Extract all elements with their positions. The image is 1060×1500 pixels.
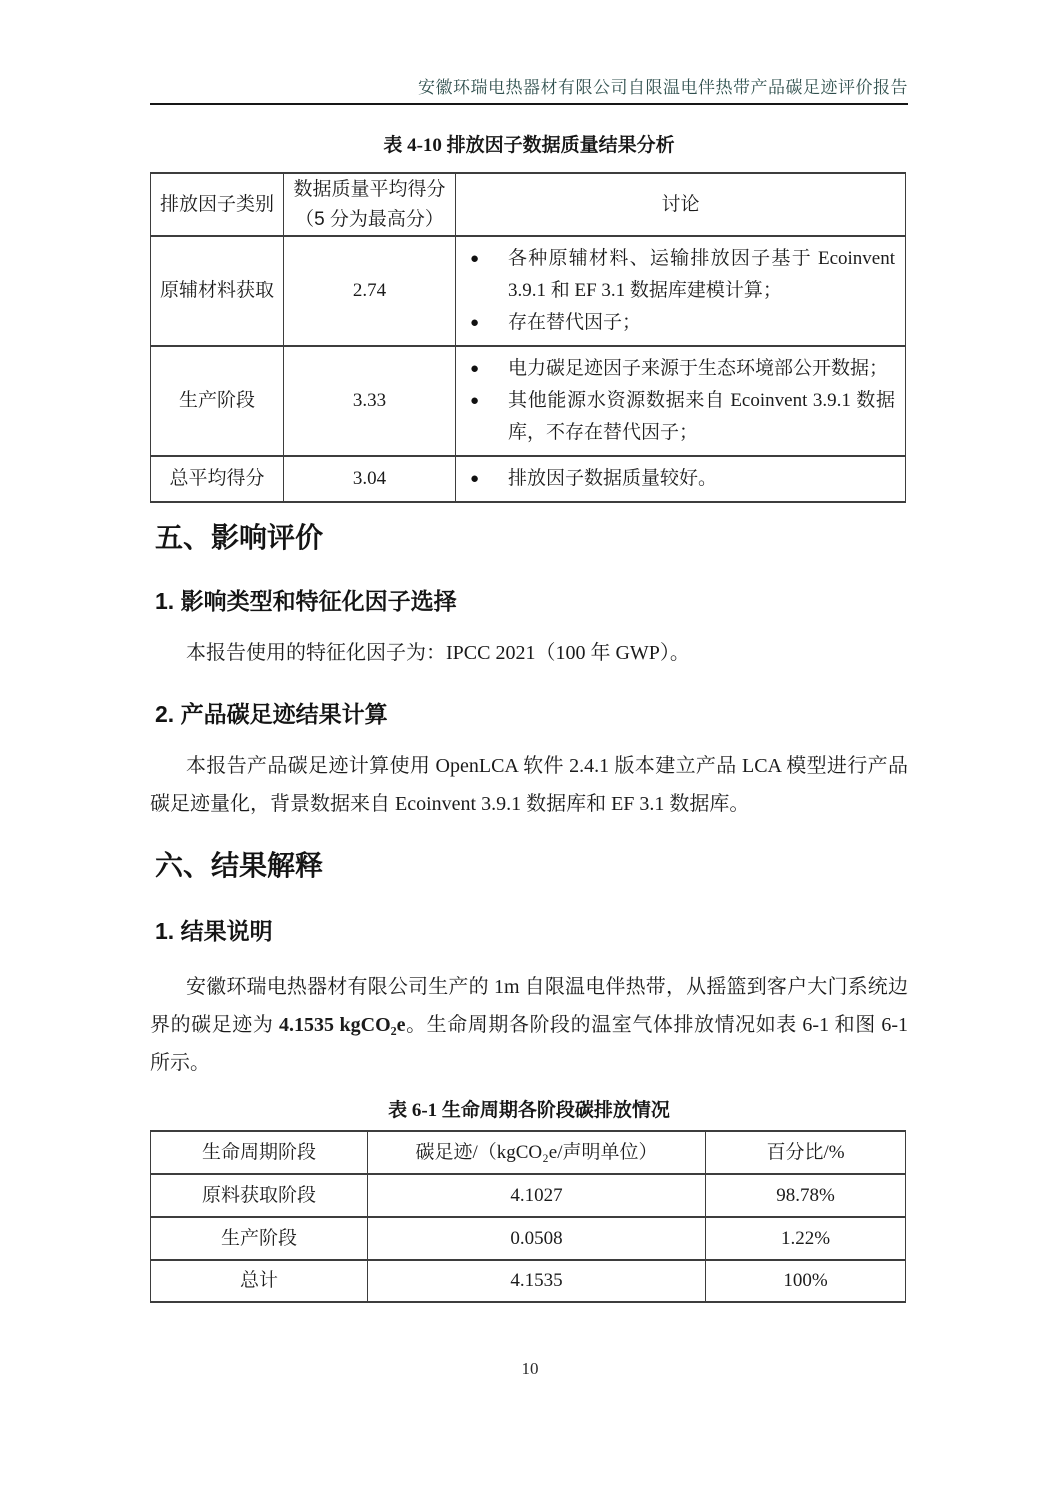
percentage-cell: 1.22% — [706, 1217, 906, 1260]
table-row — [151, 1260, 906, 1302]
bullet-icon — [470, 385, 486, 417]
column-header-quality-score-line1: 数据质量平均得分 — [293, 178, 446, 200]
discussion-bullet-text: 电力碳足迹因子来源于生态环境部公开数据； — [508, 358, 889, 379]
result-summary-prefix: 安徽环瑞电热器材有限公司生产的 1m 自限温电伴热带，从摇篮到客户大门系统边界的碳足迹为 — [150, 976, 908, 1036]
list-item — [470, 307, 895, 339]
factor-category-cell: 原辅材料获取 — [151, 236, 284, 346]
percentage-cell: 98.78% — [706, 1174, 906, 1217]
table-4-10-header-row — [151, 173, 906, 236]
table-6-1-header-row — [151, 1131, 906, 1174]
factor-category-cell: 总平均得分 — [151, 456, 284, 502]
bullet-icon — [470, 307, 486, 339]
list-item — [470, 243, 895, 307]
column-header-quality-score — [284, 173, 456, 236]
column-header-percentage: 百分比/% — [706, 1131, 906, 1174]
table-row — [151, 1217, 906, 1260]
factor-category-cell: 生产阶段 — [151, 346, 284, 456]
table-row — [151, 1174, 906, 1217]
section-5-2-heading: 2. 产品碳足迹结果计算 — [155, 701, 388, 727]
column-header-discussion: 讨论 — [456, 173, 906, 236]
discussion-bullet-text: 其他能源水资源数据来自 Ecoinvent 3.9.1 数据库，不存在替代因子； — [508, 390, 895, 443]
list-item — [470, 353, 895, 385]
total-carbon-footprint-value: 4.1535 kgCO₂e — [278, 1014, 406, 1036]
table-row — [151, 346, 906, 456]
section-5-1-heading: 1. 影响类型和特征化因子选择 — [155, 588, 457, 614]
lifecycle-stage-cell: 原料获取阶段 — [151, 1174, 368, 1217]
percentage-cell: 100% — [706, 1260, 906, 1302]
quality-score-cell: 2.74 — [284, 236, 456, 346]
quality-score-cell: 3.33 — [284, 346, 456, 456]
lifecycle-stage-cell: 生产阶段 — [151, 1217, 368, 1260]
table-row — [151, 456, 906, 502]
discussion-bullet-text: 存在替代因子； — [508, 312, 642, 333]
document-header-title: 安徽环瑞电热器材有限公司自限温电伴热带产品碳足迹评价报告 — [418, 78, 908, 97]
carbon-footprint-cell: 4.1027 — [368, 1174, 706, 1217]
list-item — [470, 463, 895, 495]
result-summary-paragraph — [150, 968, 908, 1082]
characterization-factor-paragraph: 本报告使用的特征化因子为：IPCC 2021（100 年 GWP）。 — [186, 642, 690, 664]
discussion-bullet-text: 排放因子数据质量较好。 — [508, 468, 718, 489]
column-header-quality-score-line2: （5 分为最高分） — [295, 208, 444, 230]
header-divider — [150, 103, 908, 105]
page-number: 10 — [521, 1359, 539, 1378]
discussion-cell — [456, 346, 906, 456]
discussion-cell — [456, 236, 906, 346]
list-item — [470, 385, 895, 449]
column-header-carbon-footprint: 碳足迹/（kgCO₂e/声明单位） — [368, 1131, 706, 1174]
carbon-footprint-cell: 4.1535 — [368, 1260, 706, 1302]
table-6-1-caption: 表 6-1 生命周期各阶段碳排放情况 — [388, 1100, 670, 1121]
section-6-heading: 六、结果解释 — [155, 850, 324, 881]
openlca-paragraph: 本报告产品碳足迹计算使用 OpenLCA 软件 2.4.1 版本建立产品 LCA 模型进行产品碳足迹量化，背景数据来自 Ecoinvent 3.9.1 数据库和 EF 3.1 数据库。 — [150, 755, 908, 815]
table-row — [151, 236, 906, 346]
table-4-10 — [150, 172, 906, 503]
lifecycle-stage-cell: 总计 — [151, 1260, 368, 1302]
bullet-icon — [470, 463, 486, 495]
quality-score-cell: 3.04 — [284, 456, 456, 502]
bullet-icon — [470, 243, 486, 275]
discussion-bullet-text: 各种原辅材料、运输排放因子基于 Ecoinvent 3.9.1 和 EF 3.1 数据库建模计算； — [508, 248, 895, 301]
carbon-footprint-cell: 0.0508 — [368, 1217, 706, 1260]
table-6-1 — [150, 1130, 906, 1303]
result-summary-suffix: 。生命周期各阶段的温室气体排放情况如表 6-1 和图 6-1 所示。 — [150, 1014, 908, 1074]
section-5-heading: 五、影响评价 — [155, 522, 324, 553]
column-header-lifecycle-stage: 生命周期阶段 — [151, 1131, 368, 1174]
bullet-icon — [470, 353, 486, 385]
discussion-cell — [456, 456, 906, 502]
table-4-10-caption: 表 4-10 排放因子数据质量结果分析 — [383, 135, 675, 156]
section-6-1-heading: 1. 结果说明 — [155, 918, 273, 944]
column-header-factor-category: 排放因子类别 — [151, 173, 284, 236]
